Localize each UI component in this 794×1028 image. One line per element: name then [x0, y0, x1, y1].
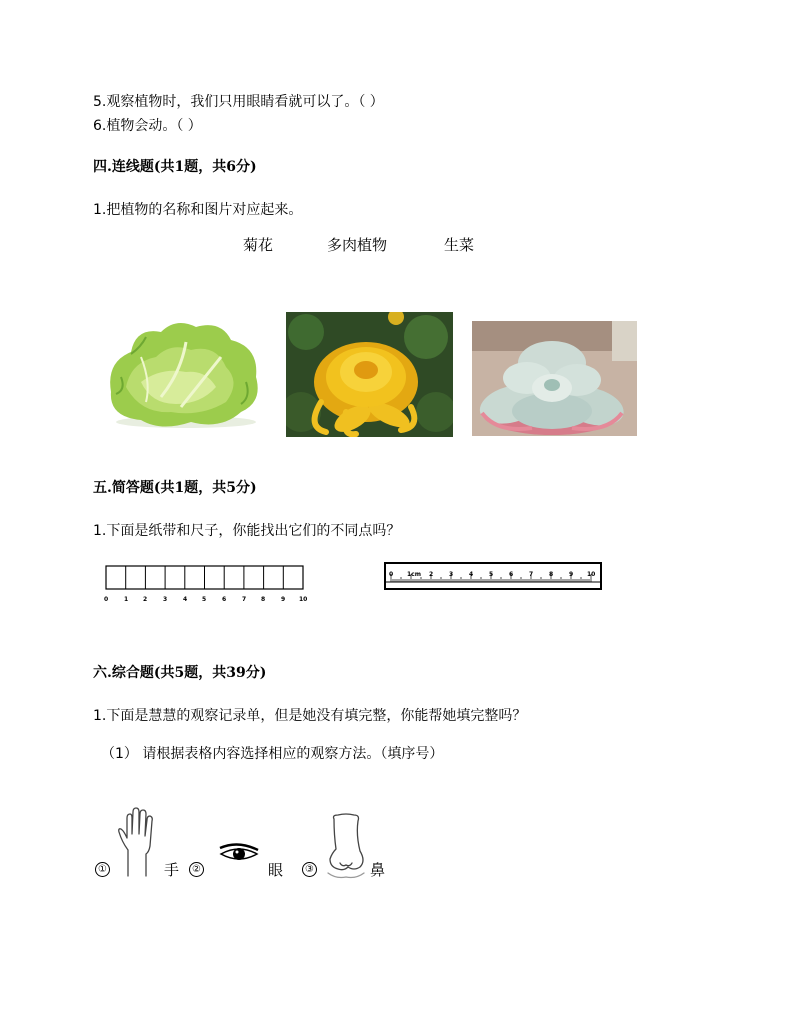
- ruler-tick-4: 4: [469, 571, 474, 578]
- strip-tick-8: 8: [261, 596, 266, 603]
- strip-tick-5: 5: [202, 596, 207, 603]
- section-6-question-1: 1.下面是慧慧的观察记录单，但是她没有填完整，你能帮她填完整吗？: [93, 708, 527, 724]
- chrysanthemum-photo: [286, 312, 453, 437]
- method-1-number: ①: [95, 862, 110, 877]
- ruler: [384, 562, 602, 590]
- section-4-question-1: 1.把植物的名称和图片对应起来。: [93, 202, 303, 218]
- ruler-tick-9: 9: [569, 571, 574, 578]
- strip-tick-10: 10: [299, 596, 308, 603]
- strip-tick-1: 1: [124, 596, 129, 603]
- ruler-tick-10: 10: [587, 571, 596, 578]
- method-1-label: 手: [164, 861, 180, 879]
- section-5-title: 五.简答题(共1题，共5分): [93, 480, 257, 496]
- section-5-question-1: 1.下面是纸带和尺子，你能找出它们的不同点吗？: [93, 523, 401, 539]
- hand-icon: [116, 806, 158, 878]
- strip-tick-6: 6: [222, 596, 227, 603]
- question-5: 5.观察植物时，我们只用眼睛看就可以了。（ ）: [93, 94, 384, 110]
- ruler-tick-3: 3: [449, 571, 454, 578]
- succulent-photo: [472, 321, 637, 436]
- strip-tick-4: 4: [183, 596, 188, 603]
- question-6: 6.植物会动。（ ）: [93, 118, 202, 134]
- plant-name-lettuce: 生菜: [444, 236, 475, 254]
- method-2-number: ②: [189, 862, 204, 877]
- ruler-tick-8: 8: [549, 571, 554, 578]
- lettuce-photo: [101, 312, 267, 432]
- ruler-tick-1: 1cm: [407, 571, 421, 578]
- strip-tick-3: 3: [163, 596, 168, 603]
- nose-icon: [326, 813, 366, 879]
- plant-name-chrysanthemum: 菊花: [243, 236, 274, 254]
- section-6-sub-question-1: （1） 请根据表格内容选择相应的观察方法。（填序号）: [101, 746, 444, 762]
- method-3-number: ③: [302, 862, 317, 877]
- eye-icon: [218, 842, 260, 866]
- ruler-tick-7: 7: [529, 571, 534, 578]
- strip-tick-7: 7: [242, 596, 247, 603]
- paper-strip: [103, 565, 315, 607]
- strip-tick-2: 2: [143, 596, 148, 603]
- ruler-tick-0: 0: [389, 571, 394, 578]
- plant-name-succulent: 多肉植物: [327, 236, 388, 254]
- ruler-tick-6: 6: [509, 571, 514, 578]
- method-2-label: 眼: [268, 861, 284, 879]
- strip-tick-9: 9: [281, 596, 286, 603]
- ruler-tick-2: 2: [429, 571, 434, 578]
- section-4-title: 四.连线题(共1题，共6分): [93, 159, 257, 175]
- strip-tick-0: 0: [104, 596, 109, 603]
- method-3-label: 鼻: [370, 861, 386, 879]
- ruler-tick-5: 5: [489, 571, 494, 578]
- section-6-title: 六.综合题(共5题，共39分): [93, 665, 267, 681]
